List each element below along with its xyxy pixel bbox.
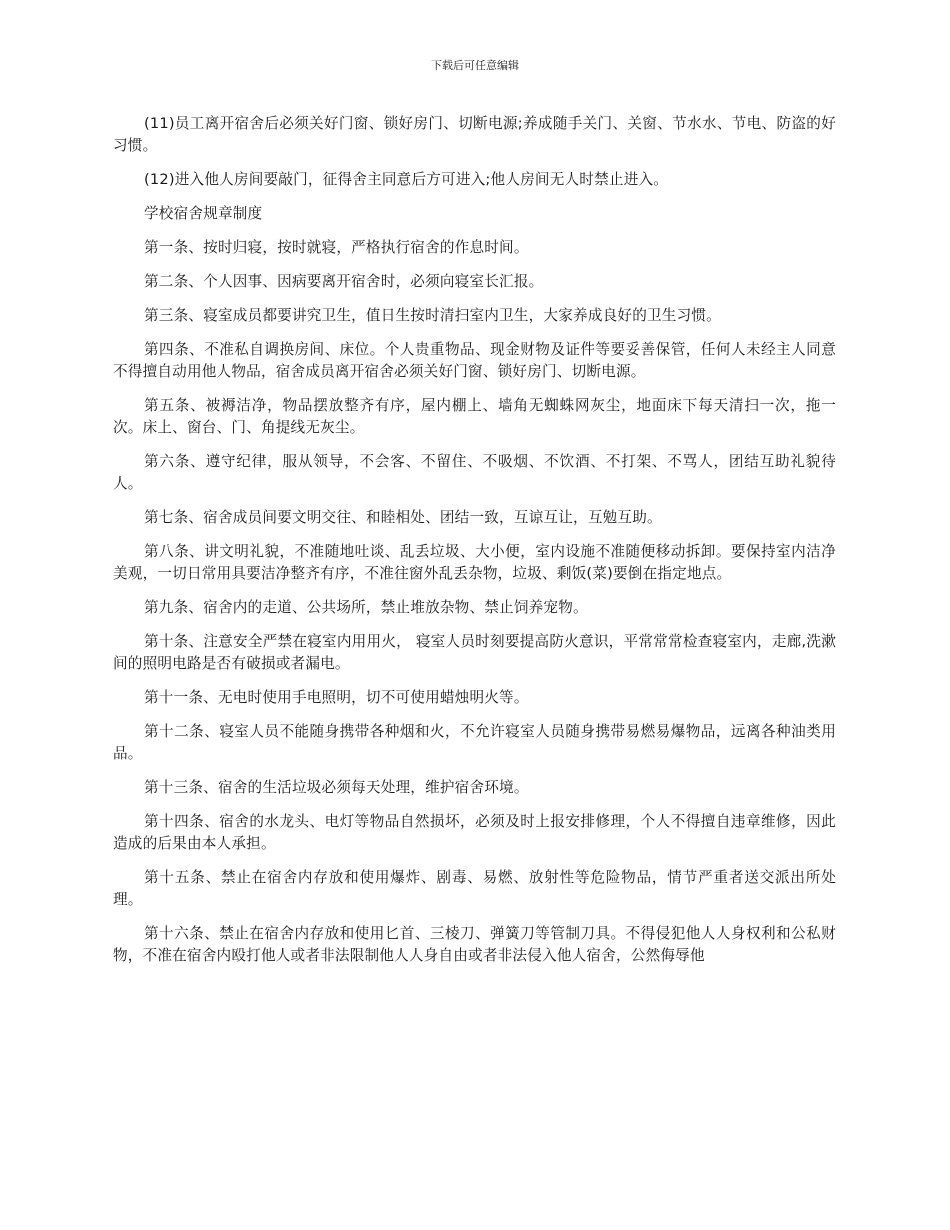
section-title: 学校宿舍规章制度 (144, 205, 263, 222)
paragraph: 第三条、寝室成员都要讲究卫生，值日生按时清扫室内卫生，大家养成良好的卫生习惯。 (144, 307, 721, 324)
paragraph: 第九条、宿舍内的走道、公共场所，禁止堆放杂物、禁止饲养宠物。 (144, 599, 588, 616)
document-body (113, 113, 836, 979)
paragraph: (12)进入他人房间要敲门，征得舍主同意后方可进入;他人房间无人时禁止进入。 (144, 171, 669, 188)
paragraph: 第十条、注意安全严禁在寝室内用用火， 寝室人员时刻要提高防火意识，平常常常检查寝室内，走廊,洗漱间的照明电路是否有破损或者漏电。 (113, 633, 836, 672)
paragraph: 第十二条、寝室人员不能随身携带各种烟和火，不允许寝室人员随身携带易燃易爆物品，远离各种油类用品。 (113, 723, 836, 762)
header-note: 下载后可任意编辑 (431, 59, 519, 72)
paragraph: 第十一条、无电时使用手电照明，切不可使用蜡烛明火等。 (144, 689, 529, 706)
paragraph: 第十六条、禁止在宿舍内存放和使用匕首、三棱刀、弹簧刀等管制刀具。不得侵犯他人人身权利和公私财物，不准在宿舍内殴打他人或者非法限制他人人身自由或者非法侵入他人宿舍，公然侮辱他 (113, 925, 836, 964)
paragraph: 第八条、讲文明礼貌，不准随地吐谈、乱丢垃圾、大小便，室内设施不准随便移动拆卸。要保持室内洁净美观，一切日常用具要洁净整齐有序，不准往窗外乱丢杂物，垃圾、剩饭(菜)要倒在指定地点。 (113, 543, 836, 582)
paragraph: 第二条、个人因事、因病要离开宿舍时，必须向寝室长汇报。 (144, 273, 544, 290)
paragraph: (11)员工离开宿舍后必须关好门窗、锁好房门、切断电源;养成随手关门、关窗、节水水、节电、防盗的好习惯。 (113, 115, 836, 154)
paragraph: 第一条、按时归寝，按时就寝，严格执行宿舍的作息时间。 (144, 239, 529, 256)
paragraph: 第十三条、宿舍的生活垃圾必须每天处理，维护宿舍环境。 (144, 779, 529, 796)
paragraph: 第五条、被褥洁净，物品摆放整齐有序，屋内棚上、墙角无蜘蛛网灰尘，地面床下每天清扫一次，拖一次。床上、窗台、门、角提线无灰尘。 (113, 397, 836, 436)
paragraph: 第十五条、禁止在宿舍内存放和使用爆炸、剧毒、易燃、放射性等危险物品，情节严重者送交派出所处理。 (113, 869, 836, 908)
paragraph: 第六条、遵守纪律，服从领导，不会客、不留住、不吸烟、不饮酒、不打架、不骂人，团结互助礼貌待人。 (113, 453, 836, 492)
paragraph: 第十四条、宿舍的水龙头、电灯等物品自然损坏，必须及时上报安排修理，个人不得擅自违章维修，因此造成的后果由本人承担。 (113, 813, 836, 852)
paragraph: 第四条、不准私自调换房间、床位。个人贵重物品、现金财物及证件等要妥善保管，任何人未经主人同意不得擅自动用他人物品，宿舍成员离开宿舍必须关好门窗、锁好房门、切断电源。 (113, 341, 836, 380)
paragraph: 第七条、宿舍成员间要文明交往、和睦相处、团结一致，互谅互让，互勉互助。 (144, 509, 662, 526)
